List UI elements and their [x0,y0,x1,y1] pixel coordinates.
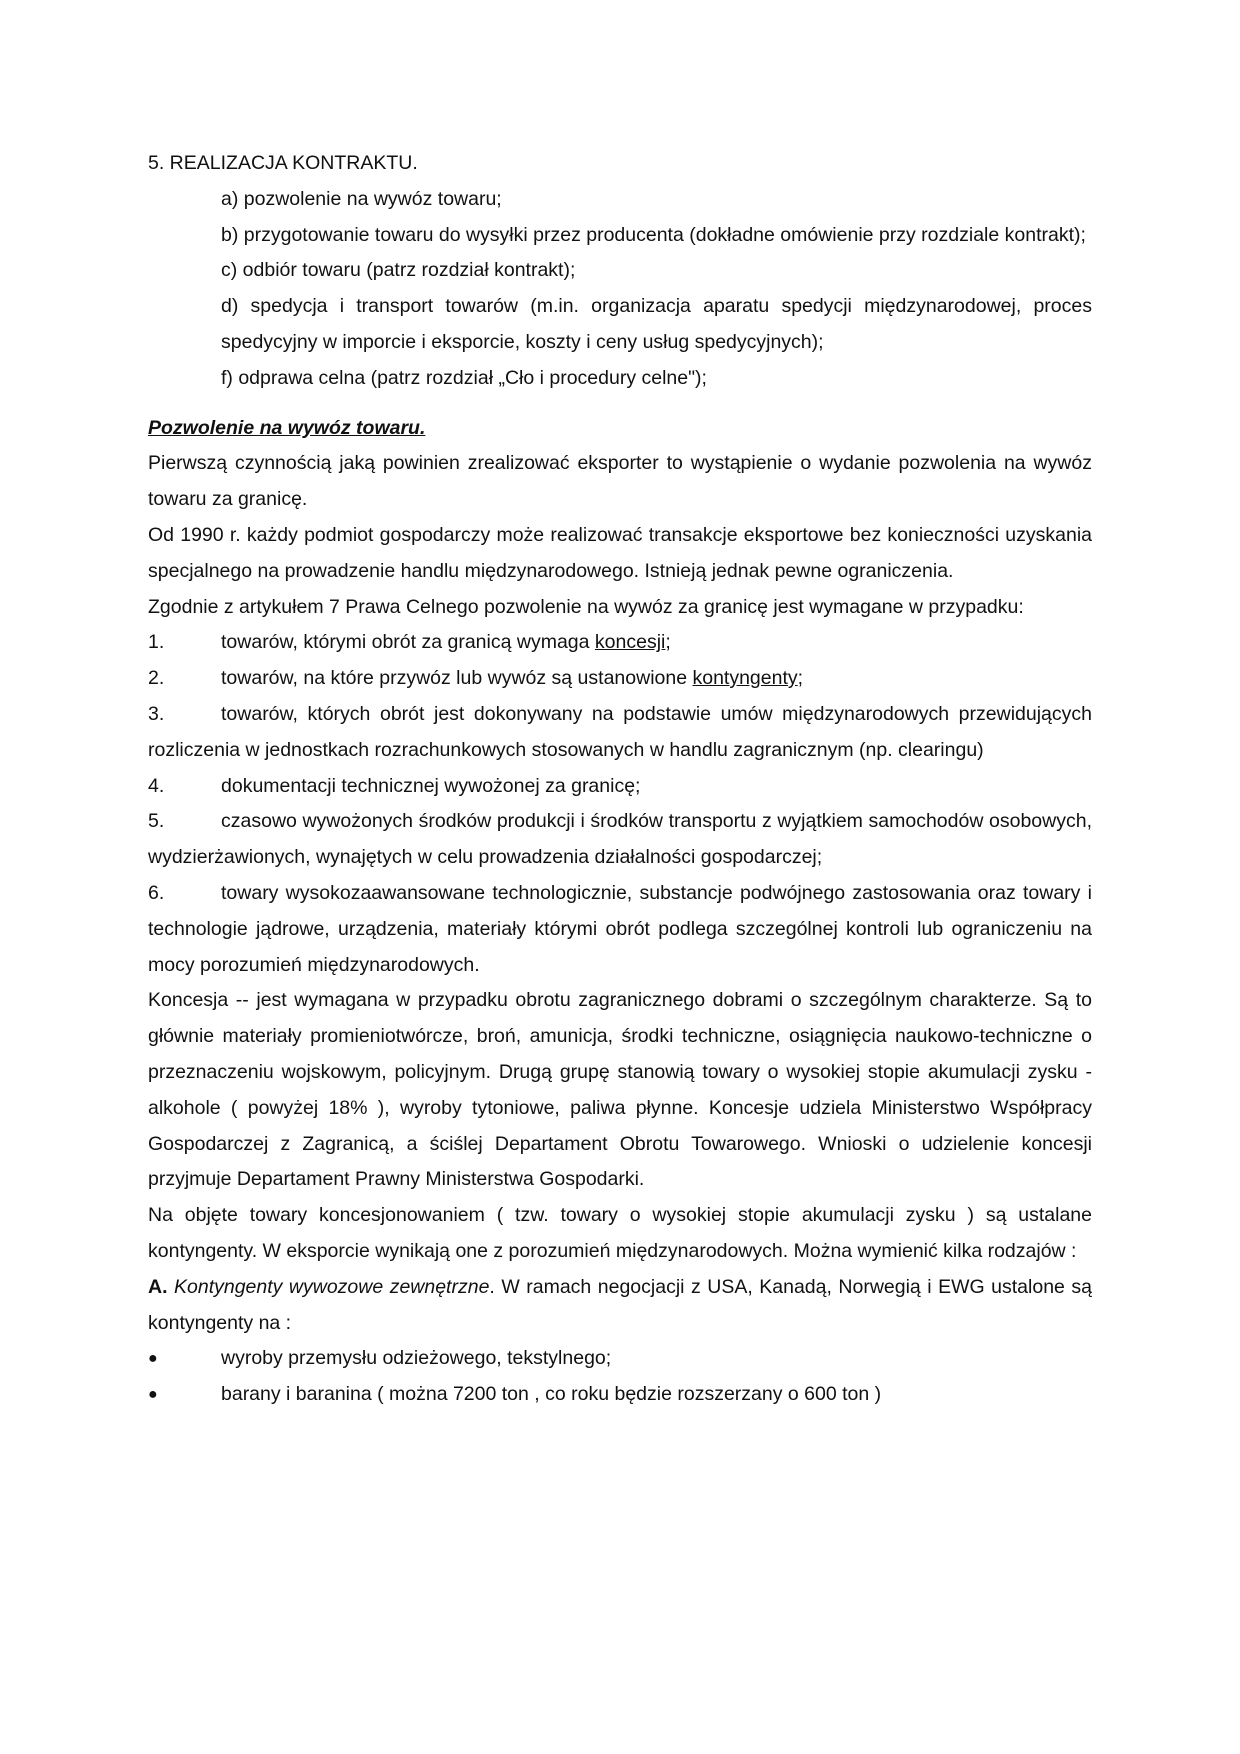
sub-item-d: d) spedycja i transport towarów (m.in. organizacja aparatu spedycji międzynarodowej, proces spedycyjny w imporcie i eksporcie, koszty i ceny usług spedycyjnych); [221,295,1092,353]
list-item [148,661,1092,697]
bullet-text: barany i baranina ( można 7200 ton , co roku będzie rozszerzany o 600 ton ) [221,1383,882,1406]
list-item [148,804,1092,876]
list-item [148,697,1092,769]
bullet-item [148,1377,1092,1413]
list-text-end: ; [665,631,671,654]
list-text: dokumentacji technicznej wywożonej za granicę; [221,774,641,797]
paragraph-6 [148,1270,1092,1342]
list-text: towarów, których obrót jest dokonywany na podstawie umów międzynarodowych przewidujących rozliczenia w jednostkach rozrachunkowych stosowanych w handlu zagranicznym (np. clearingu) [148,702,1092,761]
bullet-icon: ● [148,1386,158,1404]
list-text: towarów, na które przywóz lub wywóz są ustanowione [221,667,693,690]
list-item [148,876,1092,983]
paragraph-6-italic: Kontyngenty wywozowe zewnętrzne [174,1275,490,1298]
paragraph-1: Pierwszą czynnością jaką powinien zrealizować eksporter to wystąpienie o wydanie pozwolenia na wywóz towaru za granicę. [148,452,1092,511]
sub-item-f: f) odprawa celna (patrz rozdział „Cło i procedury celne"); [221,366,707,389]
paragraph-6-label: A. [148,1275,168,1298]
sub-item-a: a) pozwolenie na wywóz towaru; [221,187,502,210]
sub-item-b: b) przygotowanie towaru do wysyłki przez producenta (dokładne omówienie przy rozdziale kontrakt); [221,223,1086,246]
bullet-item [148,1341,1092,1377]
paragraph-3: Zgodnie z artykułem 7 Prawa Celnego pozwolenie na wywóz za granicę jest wymagane w przypadku: [148,595,1024,618]
bullet-icon: ● [148,1350,158,1368]
list-number: 2. [148,667,165,690]
list-text: czasowo wywożonych środków produkcji i środków transportu z wyjątkiem samochodów osobowych, wydzierżawionych, wynajętych w celu prowadzenia działalności gospodarczej; [148,810,1092,869]
list-text: towarów, którymi obrót za granicą wymaga [221,631,595,654]
document-page [148,146,1092,1413]
section-heading: Pozwolenie na wywóz towaru. [148,416,426,439]
list-text-end: ; [797,667,804,690]
list-item [148,625,1092,661]
koncesji-link[interactable]: koncesji [594,631,666,654]
paragraph-6-text: . W ramach negocjacji z USA, Kanadą, Norwegią i EWG ustalone są kontyngenty na : [148,1275,1092,1334]
bullet-text: wyroby przemysłu odzieżowego, tekstylnego; [221,1347,612,1370]
list-number: 4. [148,774,165,797]
list-number: 1. [148,631,165,654]
paragraph-2: Od 1990 r. każdy podmiot gospodarczy może realizować transakcje eksportowe bez konieczności uzyskania specjalnego na prowadzenie handlu międzynarodowego. Istnieją jednak pewne ograniczenia. [148,523,1092,582]
kontyngenty-link[interactable]: kontyngenty [692,667,798,690]
paragraph-4: Koncesja -- jest wymagana w przypadku obrotu zagranicznego dobrami o szczególnym charakterze. Są to głównie materiały promieniotwórcze, broń, amunicja, środki techniczne, osiągnięcia naukowo-techniczne o przeznaczeniu wojskowym, policyjnym. Drugą grupę stanowią towary o wysokiej stopie akumulacji zysku - alkohole ( powyżej 18% ), wyroby tytoniowe, paliwa płynne. Koncesje udziela Ministerstwo Współpracy Gospodarczej z Zagranicą, a ściślej Departament Obrotu Towarowego. Wnioski o udzielenie koncesji przyjmuje Departament Prawny Ministerstwa Gospodarki. [148,989,1092,1191]
list-number: 5. [148,810,165,833]
list-number: 6. [148,881,165,904]
list-item [148,769,1092,805]
list-text: towary wysokozaawansowane technologicznie, substancje podwójnego zastosowania oraz towary i technologie jądrowe, urządzenia, materiały którymi obrót podlega szczególnej kontroli lub ograniczeniu na mocy porozumień międzynarodowych. [148,881,1092,976]
paragraph-5: Na objęte towary koncesjonowaniem ( tzw. towary o wysokiej stopie akumulacji zysku ) są ustalane kontyngenty. W eksporcie wynikają one z porozumień międzynarodowych. Można wymienić kilka rodzajów : [148,1204,1092,1262]
sub-item-c: c) odbiór towaru (patrz rozdział kontrakt); [221,259,576,282]
list-number: 3. [148,702,165,725]
section-title: 5. REALIZACJA KONTRAKTU. [148,152,418,174]
